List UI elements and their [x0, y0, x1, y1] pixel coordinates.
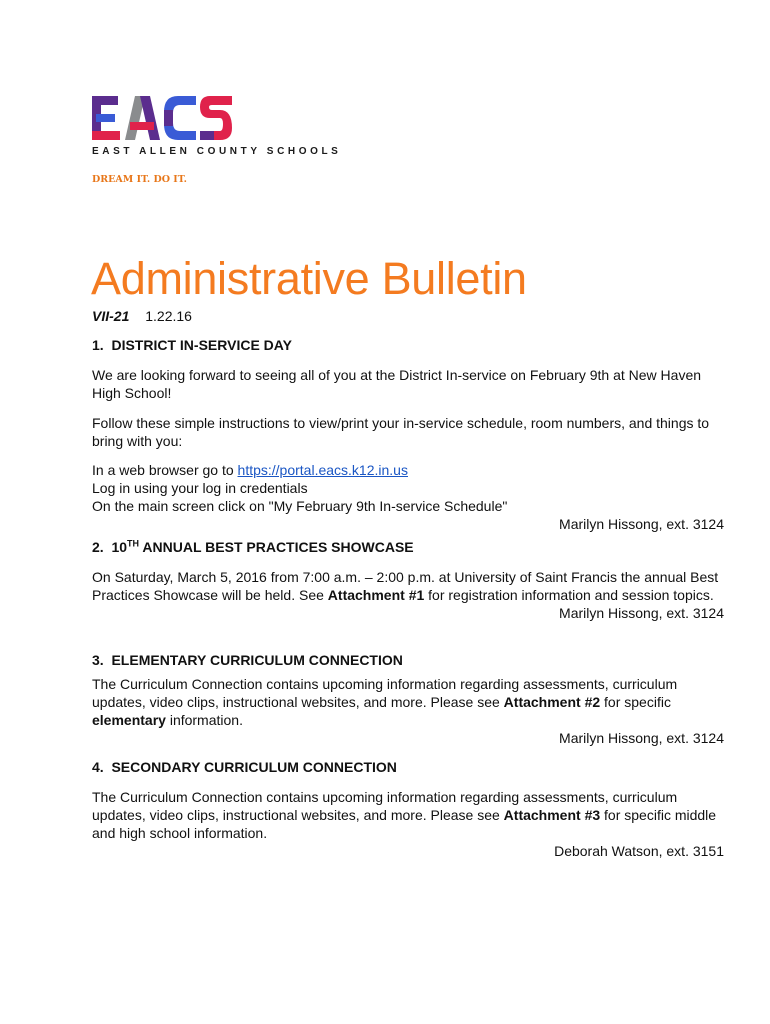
section-2-paragraph: On Saturday, March 5, 2016 from 7:00 a.m. – 2:00 p.m. at University of Saint Francis the annual Best Practices Showcase will be held. See Attachment #1 for registration information and session topics. Marilyn Hissong, ext. 3124 — [92, 569, 724, 621]
section-1-paragraph-2: Follow these simple instructions to view/print your in-service schedule, room numbers, and things to bring with you: — [92, 415, 710, 449]
bulletin-date: 1.22.16 — [145, 308, 192, 324]
section-title: SECONDARY CURRICULUM CONNECTION — [111, 759, 397, 775]
section-number: 4. — [92, 759, 104, 775]
bulletin-meta — [92, 308, 192, 324]
section-1-contact: Marilyn Hissong, ext. 3124 — [559, 516, 724, 532]
attachment-2-ref: Attachment #2 — [503, 694, 601, 710]
step-3: On the main screen click on "My February 9th In-service Schedule" — [92, 498, 508, 514]
section-number: 3. — [92, 652, 104, 668]
section-2-contact: Marilyn Hissong, ext. 3124 — [559, 605, 724, 621]
section-1-steps — [92, 461, 724, 533]
section-2-heading — [92, 538, 724, 556]
section-4-paragraph: The Curriculum Connection contains upcoming information regarding assessments, curriculum updates, video clips, instructional websites, and more. Please see Attachment #3 for specific middle and high school information. Deborah Watson, ext. 3151 — [92, 789, 724, 859]
section-1-heading — [92, 336, 724, 354]
logo-slogan: DREAM IT. DO IT. — [92, 174, 187, 185]
step-1 — [92, 461, 724, 479]
section-3-contact: Marilyn Hissong, ext. 3124 — [559, 730, 724, 746]
section-title-ordinal: 10 — [111, 539, 128, 555]
section-3-paragraph: The Curriculum Connection contains upcoming information regarding assessments, curriculum updates, video clips, instructional websites, and more. Please see Attachment #2 for specific elementary information. Marilyn Hissong, ext. 3124 — [92, 676, 724, 746]
logo-letter-c — [164, 96, 196, 140]
attachment-1-ref: Attachment #1 — [327, 587, 425, 603]
section-title: DISTRICT IN-SERVICE DAY — [111, 337, 292, 353]
step-1-text: In a web browser go to — [92, 462, 238, 478]
section-4-contact: Deborah Watson, ext. 3151 — [554, 843, 724, 859]
page-title: Administrative Bulletin — [91, 253, 527, 304]
logo-letter-e — [92, 96, 120, 140]
section-1-paragraph-1: We are looking forward to seeing all of you at the District In-service on February 9th at New Haven High School! — [92, 367, 702, 401]
ordinal-suffix: TH — [127, 538, 140, 549]
eacs-logo — [92, 96, 342, 191]
bulletin-code: VII-21 — [92, 308, 130, 324]
section-title: ELEMENTARY CURRICULUM CONNECTION — [111, 652, 403, 668]
section-number: 2. — [92, 539, 104, 555]
logo-letter-a — [125, 96, 160, 140]
section-title: ANNUAL BEST PRACTICES SHOWCASE — [139, 539, 414, 555]
portal-link[interactable]: https://portal.eacs.k12.in.us — [237, 462, 408, 478]
elementary-emphasis: elementary — [92, 712, 166, 728]
step-2: Log in using your log in credentials — [92, 480, 308, 496]
eacs-logo-mark — [92, 96, 237, 142]
section-4-heading — [92, 758, 724, 776]
section-number: 1. — [92, 337, 104, 353]
attachment-3-ref: Attachment #3 — [503, 807, 601, 823]
logo-district-name: EAST ALLEN COUNTY SCHOOLS — [92, 146, 342, 157]
section-3-heading — [92, 651, 724, 669]
logo-letter-s — [200, 96, 232, 140]
